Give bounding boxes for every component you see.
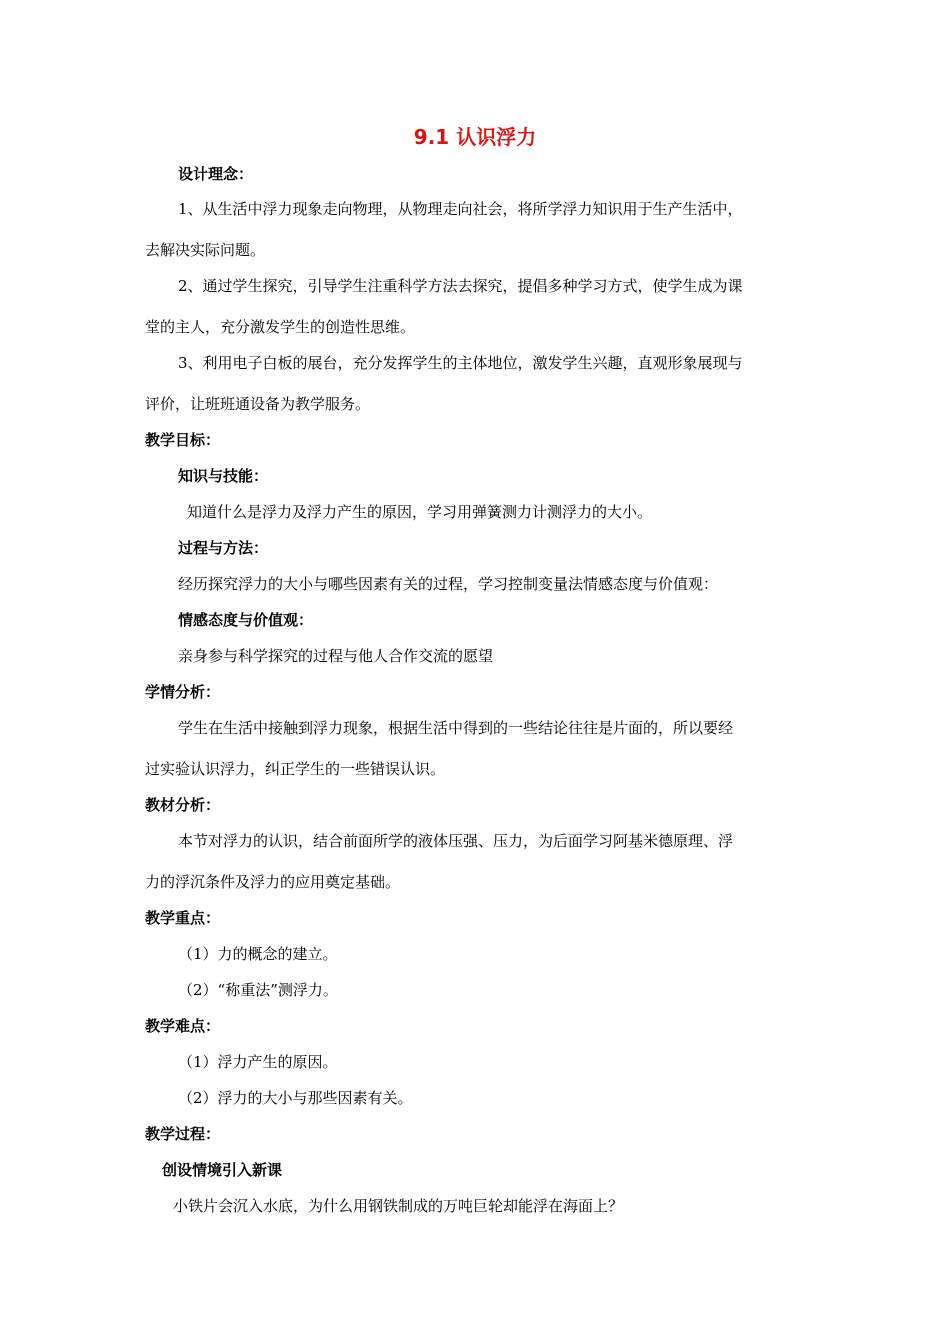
material-paragraph-line-1: 本节对浮力的认识，结合前面所学的液体压强、压力，为后面学习阿基米德原理、浮 xyxy=(178,832,734,850)
design-paragraph-1-line-2: 去解决实际问题。 xyxy=(145,241,266,259)
intro-heading: 创设情境引入新课 xyxy=(162,1161,283,1179)
design-heading: 设计理念： xyxy=(178,165,254,183)
key-point-2: （2）“称重法”测浮力。 xyxy=(178,981,338,999)
key-point-1: （1）力的概念的建立。 xyxy=(178,945,338,963)
key-points-heading: 教学重点： xyxy=(145,909,221,927)
design-paragraph-1-line-1: 1、从生活中浮力现象走向物理，从物理走向社会，将所学浮力知识用于生产生活中， xyxy=(178,200,743,218)
knowledge-heading: 知识与技能： xyxy=(178,467,269,485)
emotion-heading: 情感态度与价值观： xyxy=(178,611,314,629)
procedure-heading: 教学过程： xyxy=(145,1125,221,1143)
difficult-point-2: （2）浮力的大小与那些因素有关。 xyxy=(178,1089,413,1107)
design-paragraph-3-line-1: 3、利用电子白板的展台，充分发挥学生的主体地位，激发学生兴趣，直观形象展现与 xyxy=(178,354,743,372)
material-heading: 教材分析： xyxy=(145,796,221,814)
student-heading: 学情分析： xyxy=(145,683,221,701)
design-paragraph-2-line-1: 2、通过学生探究，引导学生注重科学方法去探究，提倡多种学习方式，使学生成为课 xyxy=(178,277,743,295)
intro-text: 小铁片会沉入水底，为什么用钢铁制成的万吨巨轮却能浮在海面上？ xyxy=(173,1197,624,1215)
design-paragraph-3-line-2: 评价，让班班通设备为教学服务。 xyxy=(145,395,371,413)
difficult-points-heading: 教学难点： xyxy=(145,1017,221,1035)
document-title: 9.1 认识浮力 xyxy=(413,125,537,149)
material-paragraph-line-2: 力的浮沉条件及浮力的应用奠定基础。 xyxy=(145,873,401,891)
difficult-point-1: （1）浮力产生的原因。 xyxy=(178,1053,338,1071)
design-paragraph-2-line-2: 堂的主人，充分激发学生的创造性思维。 xyxy=(145,318,416,336)
process-text: 经历探究浮力的大小与哪些因素有关的过程，学习控制变量法情感态度与价值观： xyxy=(178,575,719,593)
knowledge-text: 知道什么是浮力及浮力产生的原因，学习用弹簧测力计测浮力的大小。 xyxy=(187,503,653,521)
goals-heading: 教学目标： xyxy=(145,431,221,449)
emotion-text: 亲身参与科学探究的过程与他人合作交流的愿望 xyxy=(178,647,494,665)
process-heading: 过程与方法： xyxy=(178,539,269,557)
student-paragraph-line-2: 过实验认识浮力，纠正学生的一些错误认识。 xyxy=(145,760,446,778)
student-paragraph-line-1: 学生在生活中接触到浮力现象，根据生活中得到的一些结论往往是片面的，所以要经 xyxy=(178,719,734,737)
